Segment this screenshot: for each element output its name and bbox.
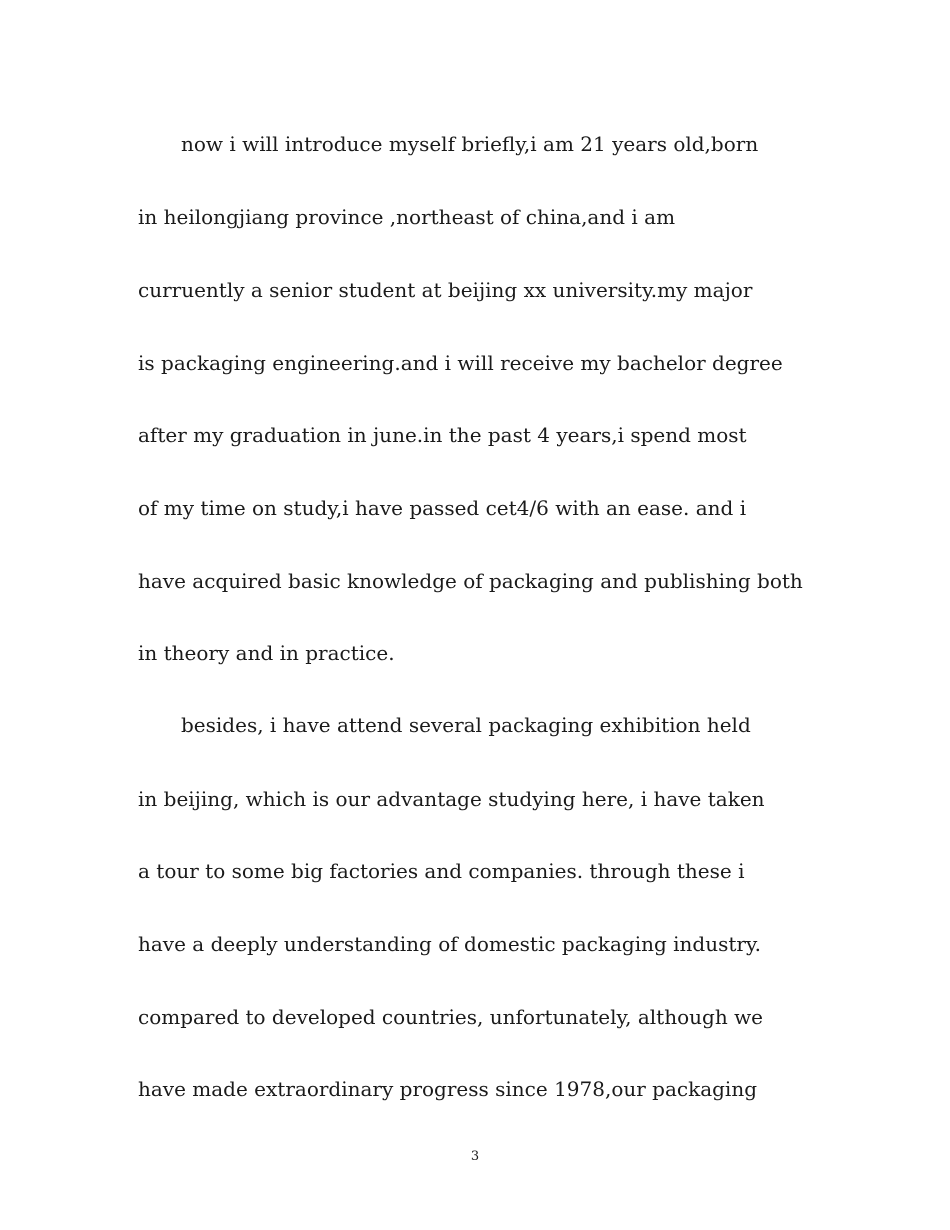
paragraph-2-line-4: have a deeply understanding of domestic packaging industry.: [138, 932, 761, 956]
paragraph-1-line-7: have acquired basic knowledge of packaging and publishing both: [138, 569, 803, 593]
paragraph-1-line-4: is packaging engineering.and i will receive my bachelor degree: [138, 351, 783, 375]
paragraph-2-line-6: have made extraordinary progress since 1978,our packaging: [138, 1077, 758, 1101]
paragraph-1-line-3: curruently a senior student at beijing xx university.my major: [138, 278, 753, 302]
paragraph-1-line-1: now i will introduce myself briefly,i am 21 years old,born: [181, 132, 759, 156]
paragraph-1-line-8: in theory and in practice.: [138, 641, 395, 665]
paragraph-2-line-5: compared to developed countries, unfortunately, although we: [138, 1005, 764, 1029]
paragraph-1-line-5: after my graduation in june.in the past 4 years,i spend most: [138, 423, 747, 447]
paragraph-1-line-2: in heilongjiang province ,northeast of china,and i am: [138, 205, 676, 229]
paragraph-2-line-2: in beijing, which is our advantage studying here, i have taken: [138, 787, 765, 811]
paragraph-2-line-1: besides, i have attend several packaging exhibition held: [181, 713, 751, 737]
page-number: 3: [470, 1149, 480, 1164]
paragraph-2-line-3: a tour to some big factories and companies. through these i: [138, 859, 745, 883]
paragraph-1-line-6: of my time on study,i have passed cet4/6 with an ease. and i: [138, 496, 747, 520]
